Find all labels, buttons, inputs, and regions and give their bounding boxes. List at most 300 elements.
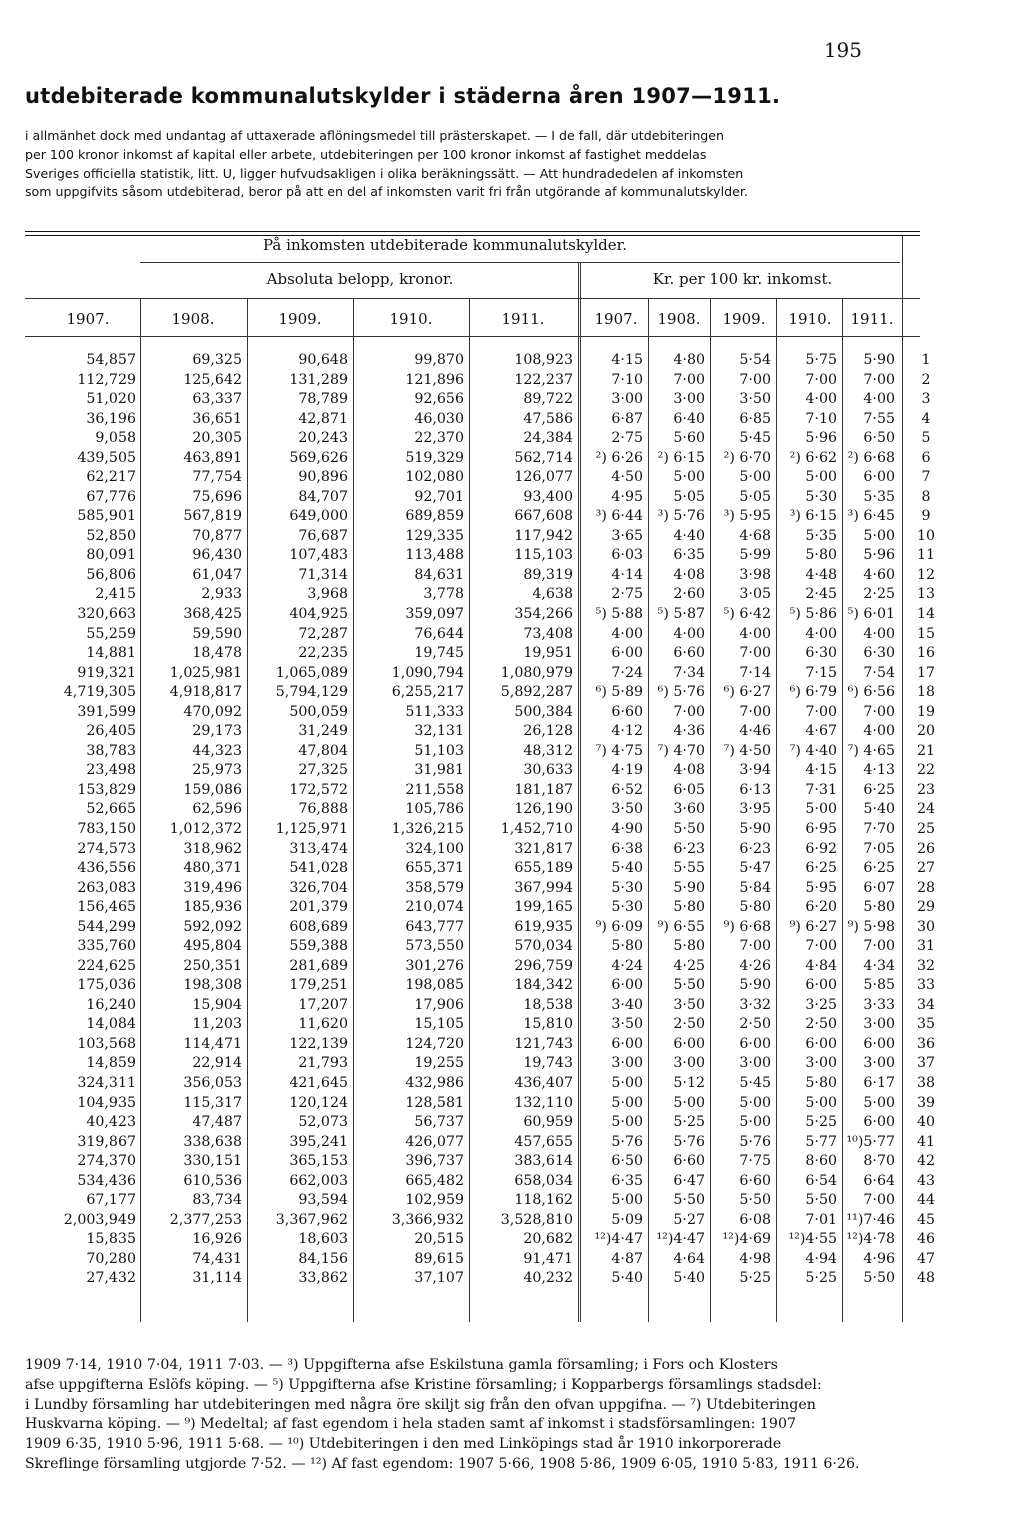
- per100-cell: 5·00: [863, 527, 895, 544]
- per100-cell: 6·13: [739, 781, 771, 798]
- amount-cell: 585,901: [77, 508, 136, 525]
- per100-cell: 7·00: [863, 371, 895, 388]
- per100-cell: ²) 6·26: [595, 449, 643, 466]
- per100-cell: 5·00: [611, 1094, 643, 1111]
- table-row: [0, 704, 1024, 724]
- amount-cell: 76,888: [298, 801, 348, 818]
- per100-cell: 6·00: [805, 1035, 837, 1052]
- amount-cell: 436,556: [77, 860, 136, 877]
- per100-cell: 6·30: [805, 645, 837, 662]
- amount-cell: 19,951: [523, 645, 573, 662]
- table-row: [0, 1153, 1024, 1173]
- row-number: 29: [916, 899, 936, 916]
- table-row: [0, 547, 1024, 567]
- amount-cell: 61,047: [192, 566, 242, 583]
- per100-cell: 3·32: [739, 996, 771, 1013]
- per100-cell: 7·01: [805, 1211, 837, 1228]
- year-header-per100-1910: 1910.: [788, 310, 832, 328]
- amount-cell: 51,020: [86, 391, 136, 408]
- per100-cell: 4·98: [739, 1250, 771, 1267]
- row-number: 9: [921, 508, 931, 525]
- per100-cell: 5·25: [673, 1114, 705, 1131]
- per100-cell: 6·35: [611, 1172, 643, 1189]
- per100-cell: 3·65: [611, 527, 643, 544]
- per100-cell: 5·90: [739, 977, 771, 994]
- amount-cell: 313,474: [289, 840, 348, 857]
- amount-cell: 108,923: [514, 352, 573, 368]
- table-row: [0, 411, 1024, 431]
- per100-cell: 5·50: [863, 1270, 895, 1287]
- row-number: 17: [916, 664, 936, 681]
- amount-cell: 126,077: [514, 469, 573, 486]
- amount-cell: 1,090,794: [391, 664, 464, 681]
- amount-cell: 432,986: [405, 1074, 464, 1091]
- per100-cell: 6·00: [805, 977, 837, 994]
- per100-cell: 3·50: [739, 391, 771, 408]
- per100-cell: 5·00: [805, 469, 837, 486]
- row-number: 36: [916, 1035, 936, 1052]
- per100-cell: 4·25: [673, 957, 705, 974]
- per100-cell: 6·85: [739, 410, 771, 427]
- per100-cell: 5·12: [673, 1074, 705, 1091]
- per100-cell: 7·70: [863, 820, 895, 837]
- amount-cell: 436,407: [514, 1074, 573, 1091]
- amount-cell: 383,614: [514, 1153, 573, 1170]
- amount-cell: 439,505: [77, 449, 136, 466]
- amount-cell: 15,835: [86, 1231, 136, 1248]
- per100-cell: 5·90: [739, 820, 771, 837]
- per100-cell: 4·00: [673, 625, 705, 642]
- amount-cell: 120,124: [289, 1094, 348, 1111]
- table-row: [0, 919, 1024, 939]
- table-row: [0, 1075, 1024, 1095]
- per100-cell: ¹²)4·55: [788, 1231, 837, 1248]
- per100-cell: ⁹) 6·68: [723, 918, 771, 935]
- per100-cell: 5·76: [611, 1133, 643, 1150]
- row-number: 40: [916, 1114, 936, 1131]
- per100-cell: 3·60: [673, 801, 705, 818]
- per100-cell: 5·35: [805, 527, 837, 544]
- per100-cell: 5·55: [673, 860, 705, 877]
- amount-cell: 117,942: [514, 527, 573, 544]
- per100-cell: ⁷) 4·75: [595, 742, 643, 759]
- amount-cell: 559,388: [289, 938, 348, 955]
- amount-cell: 70,877: [192, 527, 242, 544]
- per100-cell: 3·05: [739, 586, 771, 603]
- amount-cell: 105,786: [405, 801, 464, 818]
- per100-cell: 5·50: [673, 820, 705, 837]
- table-row: [0, 1114, 1024, 1134]
- year-header-1910: 1910.: [389, 310, 433, 328]
- amount-cell: 5,892,287: [500, 684, 573, 701]
- year-header-per100-1909: 1909.: [722, 310, 766, 328]
- amount-cell: 2,003,949: [63, 1211, 136, 1228]
- table-row: [0, 1016, 1024, 1036]
- amount-cell: 274,370: [77, 1153, 136, 1170]
- amount-cell: 689,859: [405, 508, 464, 525]
- amount-cell: 562,714: [514, 449, 573, 466]
- per100-cell: 5·50: [673, 1192, 705, 1209]
- amount-cell: 22,235: [298, 645, 348, 662]
- amount-cell: 156,465: [77, 899, 136, 916]
- per100-cell: 5·00: [863, 1094, 895, 1111]
- amount-cell: 92,701: [414, 488, 464, 505]
- per100-cell: 2·25: [863, 586, 895, 603]
- per100-cell: 5·50: [739, 1192, 771, 1209]
- amount-cell: 129,335: [405, 527, 464, 544]
- per100-cell: ¹²)4·47: [656, 1231, 705, 1248]
- row-number: 18: [916, 684, 936, 701]
- table-row: [0, 1192, 1024, 1212]
- per100-cell: ⁵) 5·86: [789, 606, 837, 623]
- amount-cell: 36,196: [86, 410, 136, 427]
- amount-cell: 71,314: [298, 566, 348, 583]
- amount-cell: 500,059: [289, 703, 348, 720]
- per100-cell: 4·00: [611, 625, 643, 642]
- amount-cell: 179,251: [289, 977, 348, 994]
- amount-cell: 511,333: [405, 703, 464, 720]
- amount-cell: 159,086: [183, 781, 242, 798]
- per100-cell: 4·00: [805, 625, 837, 642]
- per100-cell: 4·00: [739, 625, 771, 642]
- amount-cell: 457,655: [514, 1133, 573, 1150]
- per100-cell: 7·24: [611, 664, 643, 681]
- per100-cell: ²) 6·68: [847, 449, 895, 466]
- amount-cell: 93,400: [523, 488, 573, 505]
- per100-cell: 4·60: [863, 566, 895, 583]
- per100-cell: 5·25: [805, 1114, 837, 1131]
- group-header: På inkomsten utdebiterade kommunalutskylder.: [263, 236, 627, 254]
- amount-cell: 15,904: [192, 996, 242, 1013]
- header-rule: [140, 262, 900, 263]
- amount-cell: 62,596: [192, 801, 242, 818]
- amount-cell: 38,783: [86, 742, 136, 759]
- per100-cell: 5·25: [805, 1270, 837, 1287]
- per100-cell: 6·64: [863, 1172, 895, 1189]
- table-row: [0, 430, 1024, 450]
- per100-cell: 3·00: [805, 1055, 837, 1072]
- amount-cell: 534,436: [77, 1172, 136, 1189]
- row-number: 14: [916, 606, 936, 623]
- row-number: 3: [921, 391, 931, 408]
- row-number: 32: [916, 957, 936, 974]
- amount-cell: 2,415: [95, 586, 136, 603]
- per100-cell: 3·25: [805, 996, 837, 1013]
- amount-cell: 26,405: [86, 723, 136, 740]
- per100-cell: ³) 5·76: [657, 508, 705, 525]
- amount-cell: 3,968: [307, 586, 348, 603]
- row-number: 12: [916, 566, 936, 583]
- per100-cell: 3·98: [739, 566, 771, 583]
- per100-cell: 6·92: [805, 840, 837, 857]
- per100-cell: ⁶) 5·89: [595, 684, 643, 701]
- amount-cell: 619,935: [514, 918, 573, 935]
- table-row: [0, 665, 1024, 685]
- per100-cell: 4·64: [673, 1250, 705, 1267]
- table-row: [0, 1134, 1024, 1154]
- amount-cell: 52,665: [86, 801, 136, 818]
- amount-cell: 92,656: [414, 391, 464, 408]
- amount-cell: 367,994: [514, 879, 573, 896]
- amount-cell: 175,036: [77, 977, 136, 994]
- per100-cell: 6·25: [863, 781, 895, 798]
- amount-cell: 4,918,817: [169, 684, 242, 701]
- amount-cell: 33,862: [298, 1270, 348, 1287]
- table-row: [0, 1212, 1024, 1232]
- amount-cell: 60,959: [523, 1114, 573, 1131]
- intro-paragraph: [25, 127, 950, 202]
- footnote-line: 1909 7·14, 1910 7·04, 1911 7·03. — ³) Uppgifterna afse Eskilstuna gamla församling; i Fors och Klosters: [25, 1357, 778, 1373]
- amount-cell: 103,568: [77, 1035, 136, 1052]
- row-number: 42: [916, 1153, 936, 1170]
- per100-cell: 5·00: [673, 1094, 705, 1111]
- amount-cell: 36,651: [192, 410, 242, 427]
- amount-cell: 20,305: [192, 430, 242, 447]
- amount-cell: 463,891: [183, 449, 242, 466]
- amount-cell: 224,625: [77, 957, 136, 974]
- amount-cell: 17,906: [414, 996, 464, 1013]
- per100-cell: 6·25: [805, 860, 837, 877]
- amount-cell: 72,287: [298, 625, 348, 642]
- footnote-line: 1909 6·35, 1910 5·96, 1911 5·68. — ¹⁰) Utdebiteringen i den med Linköpings stad år 1910 inkorporerade: [25, 1436, 782, 1453]
- per100-cell: 3·50: [611, 1016, 643, 1033]
- amount-cell: 198,085: [405, 977, 464, 994]
- amount-cell: 30,633: [523, 762, 573, 779]
- per100-cell: 7·00: [739, 645, 771, 662]
- per100-cell: 5·00: [805, 1094, 837, 1111]
- amount-cell: 665,482: [405, 1172, 464, 1189]
- per100-cell: 6·00: [739, 1035, 771, 1052]
- amount-cell: 55,259: [86, 625, 136, 642]
- table-row: [0, 684, 1024, 704]
- amount-cell: 124,720: [405, 1035, 464, 1052]
- amount-cell: 211,558: [405, 781, 464, 798]
- table-row: [0, 762, 1024, 782]
- per100-cell: 5·99: [739, 547, 771, 564]
- per100-cell: 5·05: [739, 488, 771, 505]
- per100-cell: 3·40: [611, 996, 643, 1013]
- per100-cell: ³) 6·15: [789, 508, 837, 525]
- per100-cell: 4·40: [673, 527, 705, 544]
- table-row: [0, 1036, 1024, 1056]
- per100-cell: 5·40: [611, 1270, 643, 1287]
- amount-cell: 89,615: [414, 1250, 464, 1267]
- row-number: 1: [921, 352, 931, 368]
- per100-cell: 6·87: [611, 410, 643, 427]
- per100-cell: 7·00: [673, 703, 705, 720]
- per100-cell: 8·60: [805, 1153, 837, 1170]
- amount-cell: 3,367,962: [275, 1211, 348, 1228]
- amount-cell: 658,034: [514, 1172, 573, 1189]
- amount-cell: 569,626: [289, 449, 348, 466]
- per100-cell: 3·00: [673, 1055, 705, 1072]
- per100-cell: 5·45: [739, 1074, 771, 1091]
- amount-cell: 126,190: [514, 801, 573, 818]
- per100-cell: 3·50: [611, 801, 643, 818]
- intro-line: per 100 kronor inkomst af kapital eller arbete, utdebiteringen per 100 kronor inkomst af fastighet meddelas: [25, 146, 707, 162]
- per100-cell: 5·40: [863, 801, 895, 818]
- per100-cell: 7·10: [805, 410, 837, 427]
- table-row: [0, 1270, 1024, 1290]
- table-row: [0, 997, 1024, 1017]
- row-number: 6: [921, 449, 931, 466]
- row-number: 20: [916, 723, 936, 740]
- amount-cell: 330,151: [183, 1153, 242, 1170]
- per100-cell: ⁶) 6·27: [723, 684, 771, 701]
- per100-cell: 5·77: [805, 1133, 837, 1150]
- amount-cell: 395,241: [289, 1133, 348, 1150]
- intro-line: i allmänhet dock med undantag af uttaxerade aflöningsmedel till prästerskapet. — I de fall, där utdebiteringen: [25, 128, 725, 143]
- amount-cell: 90,648: [298, 352, 348, 368]
- table-row: [0, 489, 1024, 509]
- table-row: [0, 860, 1024, 880]
- per100-cell: 6·20: [805, 899, 837, 916]
- per100-cell: 5·80: [739, 899, 771, 916]
- amount-cell: 2,377,253: [169, 1211, 242, 1228]
- abs-header: Absoluta belopp, kronor.: [266, 270, 454, 288]
- table-row: [0, 1055, 1024, 1075]
- amount-cell: 73,408: [523, 625, 573, 642]
- amount-cell: 1,065,089: [275, 664, 348, 681]
- amount-cell: 40,423: [86, 1114, 136, 1131]
- amount-cell: 26,128: [523, 723, 573, 740]
- per100-cell: 7·54: [863, 664, 895, 681]
- per100-cell: 7·55: [863, 410, 895, 427]
- per100-cell: 7·00: [673, 371, 705, 388]
- amount-cell: 121,896: [405, 371, 464, 388]
- per100-cell: 4·00: [805, 391, 837, 408]
- amount-cell: 19,745: [414, 645, 464, 662]
- amount-cell: 63,337: [192, 391, 242, 408]
- amount-cell: 115,317: [183, 1094, 242, 1111]
- footnote-line: afse uppgifterna Eslöfs köping. — ⁵) Uppgifterna afse Kristine församling; i Kopparbergs församlings stadsdel:: [25, 1376, 822, 1393]
- table-row: [0, 1251, 1024, 1271]
- per100-cell: 5·00: [739, 1094, 771, 1111]
- per100-cell: 5·00: [611, 1074, 643, 1091]
- footnote-line: Skreflinge församling utgjorde 7·52. — ¹²) Af fast egendom: 1907 5·66, 1908 5·86, 1909 6·05, 1910 5·83, 1911 6·26.: [25, 1455, 860, 1472]
- per100-cell: 5·50: [805, 1192, 837, 1209]
- year-header-1907: 1907.: [66, 310, 110, 328]
- table-row: [0, 801, 1024, 821]
- row-number: 22: [916, 762, 936, 779]
- per100-cell: ⁷) 4·65: [847, 742, 895, 759]
- amount-cell: 89,319: [523, 566, 573, 583]
- amount-cell: 321,817: [514, 840, 573, 857]
- per100-cell: 4·34: [863, 957, 895, 974]
- per100-cell: 5·00: [611, 1114, 643, 1131]
- amount-cell: 1,025,981: [169, 664, 242, 681]
- per100-cell: 6·00: [611, 645, 643, 662]
- amount-cell: 37,107: [414, 1270, 464, 1287]
- amount-cell: 47,804: [298, 742, 348, 759]
- per100-cell: 4·00: [863, 625, 895, 642]
- per100-cell: 6·38: [611, 840, 643, 857]
- per100-cell: ²) 6·62: [789, 449, 837, 466]
- per100-cell: 4·46: [739, 723, 771, 740]
- per100-cell: 6·17: [863, 1074, 895, 1091]
- table-row: [0, 626, 1024, 646]
- per100-cell: 7·31: [805, 781, 837, 798]
- table-row: [0, 899, 1024, 919]
- per100-cell: ³) 6·44: [595, 508, 643, 525]
- table-top-rule: [25, 231, 920, 232]
- per100-cell: 5·25: [739, 1270, 771, 1287]
- per100-cell: 3·00: [739, 1055, 771, 1072]
- per100-cell: 6·00: [611, 977, 643, 994]
- row-number: 11: [916, 547, 936, 564]
- table-row: [0, 938, 1024, 958]
- per100-cell: ⁶) 5·76: [657, 684, 705, 701]
- per100-cell: 5·54: [739, 352, 771, 368]
- page-number: 195: [823, 38, 862, 62]
- amount-cell: 42,871: [298, 410, 348, 427]
- amount-cell: 326,704: [289, 879, 348, 896]
- amount-cell: 89,722: [523, 391, 573, 408]
- amount-cell: 426,077: [405, 1133, 464, 1150]
- amount-cell: 62,217: [86, 469, 136, 486]
- table-row: [0, 469, 1024, 489]
- footnote-line: i Lundby församling har utdebiteringen med några öre skiljt sig från den ofvan uppgifna. — ⁷) Utdebiteringen: [25, 1396, 816, 1413]
- table-row: [0, 352, 1024, 372]
- per100-cell: 6·08: [739, 1211, 771, 1228]
- amount-cell: 96,430: [192, 547, 242, 564]
- row-number: 13: [916, 586, 936, 603]
- per100-cell: ¹²)4·78: [846, 1231, 895, 1248]
- amount-cell: 128,581: [405, 1094, 464, 1111]
- per100-cell: 5·80: [805, 547, 837, 564]
- per100-cell: ⁵) 5·88: [595, 606, 643, 623]
- per100-cell: 7·10: [611, 371, 643, 388]
- amount-cell: 59,590: [192, 625, 242, 642]
- amount-cell: 52,073: [298, 1114, 348, 1131]
- row-number: 2: [921, 371, 931, 388]
- per100-cell: 4·00: [863, 391, 895, 408]
- per100-cell: 5·40: [673, 1270, 705, 1287]
- amount-cell: 70,280: [86, 1250, 136, 1267]
- amount-cell: 359,097: [405, 606, 464, 623]
- per100-cell: 6·05: [673, 781, 705, 798]
- per100-cell: 5·00: [805, 801, 837, 818]
- amount-cell: 76,687: [298, 527, 348, 544]
- amount-cell: 172,572: [289, 781, 348, 798]
- amount-cell: 11,620: [298, 1016, 348, 1033]
- per100-cell: ⁷) 4·40: [789, 742, 837, 759]
- per100-cell: 4·90: [611, 820, 643, 837]
- per100-cell: 3·33: [863, 996, 895, 1013]
- amount-cell: 320,663: [77, 606, 136, 623]
- amount-cell: 3,778: [423, 586, 464, 603]
- footnotes: [25, 1356, 955, 1475]
- amount-cell: 122,139: [289, 1035, 348, 1052]
- amount-cell: 783,150: [77, 820, 136, 837]
- year-header-1908: 1908.: [171, 310, 215, 328]
- amount-cell: 131,289: [289, 371, 348, 388]
- amount-cell: 17,207: [298, 996, 348, 1013]
- per100-cell: 6·00: [611, 1035, 643, 1052]
- row-number: 41: [916, 1133, 936, 1150]
- per100-cell: 5·00: [673, 469, 705, 486]
- amount-cell: 391,599: [77, 703, 136, 720]
- amount-cell: 102,959: [405, 1192, 464, 1209]
- per100-cell: 4·12: [611, 723, 643, 740]
- amount-cell: 25,973: [192, 762, 242, 779]
- row-number: 5: [921, 430, 931, 447]
- per100-cell: 5·30: [805, 488, 837, 505]
- row-number: 10: [916, 527, 936, 544]
- per100-cell: 4·94: [805, 1250, 837, 1267]
- per100-cell: 5·85: [863, 977, 895, 994]
- per100-cell: 6·60: [673, 1153, 705, 1170]
